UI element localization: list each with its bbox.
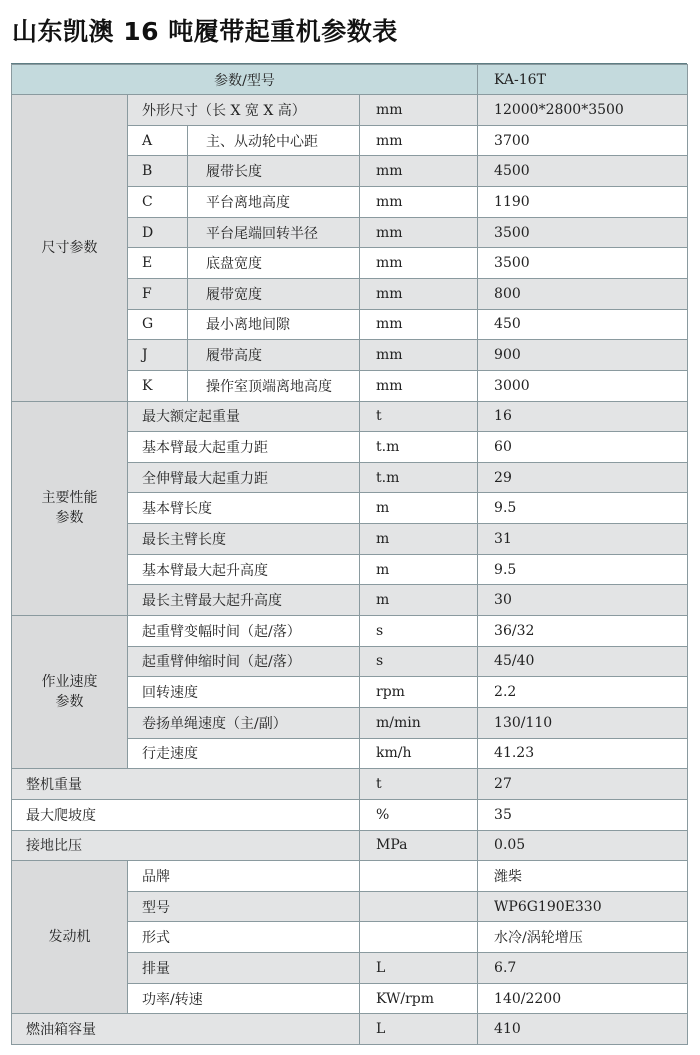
row-unit: KW/rpm [360,983,478,1014]
row-item: 操作室顶端离地高度 [188,370,360,401]
row-value: 30 [478,585,688,616]
row-item: 履带宽度 [188,278,360,309]
row-value: 2.2 [478,677,688,708]
row-value: 35 [478,799,688,830]
row-item: 卷扬单绳速度（主/副） [128,707,360,738]
row-value: 6.7 [478,953,688,984]
row-value: 12000*2800*3500 [478,95,688,126]
page-title: 山东凯澳 16 吨履带起重机参数表 [12,17,398,46]
row-item: 排量 [128,953,360,984]
row-item: 最大额定起重量 [128,401,360,432]
row-unit: m [360,554,478,585]
row-unit: t.m [360,432,478,463]
row-unit: s [360,616,478,647]
table-row [12,769,688,800]
row-item: 主、从动轮中心距 [188,125,360,156]
row-value: 16 [478,401,688,432]
row-unit: km/h [360,738,478,769]
row-code: K [128,370,188,401]
row-item: 基本臂最大起升高度 [128,554,360,585]
row-code: C [128,187,188,218]
row-value: 9.5 [478,554,688,585]
spec-table-body [12,65,688,1045]
row-unit: mm [360,309,478,340]
table-row [12,401,688,432]
param-model-header: 参数/型号 [12,65,478,95]
row-item: 最小离地间隙 [188,309,360,340]
row-item: 回转速度 [128,677,360,708]
table-row [12,861,688,892]
row-unit: mm [360,370,478,401]
table-row [12,799,688,830]
row-item: 底盘宽度 [188,248,360,279]
row-item: 接地比压 [12,830,360,861]
row-value: 9.5 [478,493,688,524]
row-value: 36/32 [478,616,688,647]
row-unit: mm [360,95,478,126]
table-row [12,95,688,126]
row-value: 3700 [478,125,688,156]
spec-table [11,64,688,1045]
row-code: D [128,217,188,248]
row-item: 最长主臂最大起升高度 [128,585,360,616]
row-value: 0.05 [478,830,688,861]
group-label: 作业速度 参数 [12,616,128,769]
row-item: 最大爬坡度 [12,799,360,830]
row-unit: % [360,799,478,830]
row-value: 60 [478,432,688,463]
group-label: 主要性能 参数 [12,401,128,615]
row-code: F [128,278,188,309]
row-unit [360,922,478,953]
row-unit [360,861,478,892]
row-unit: t [360,769,478,800]
row-unit: mm [360,248,478,279]
row-item: 品牌 [128,861,360,892]
row-unit: mm [360,340,478,371]
row-value: 3500 [478,248,688,279]
row-value: 31 [478,524,688,555]
row-unit: MPa [360,830,478,861]
row-value: 130/110 [478,707,688,738]
row-value: 29 [478,462,688,493]
row-value: 800 [478,278,688,309]
row-item: 行走速度 [128,738,360,769]
row-value: 410 [478,1014,688,1045]
row-code: E [128,248,188,279]
row-value: WP6G190E330 [478,891,688,922]
row-code: J [128,340,188,371]
row-value: 45/40 [478,646,688,677]
row-item: 平台尾端回转半径 [188,217,360,248]
group-label: 尺寸参数 [12,95,128,401]
row-unit: mm [360,278,478,309]
group-label: 发动机 [12,861,128,1014]
row-value: 3500 [478,217,688,248]
row-item: 平台离地高度 [188,187,360,218]
row-unit: L [360,1014,478,1045]
row-value: 140/2200 [478,983,688,1014]
table-row [12,830,688,861]
row-item: 基本臂长度 [128,493,360,524]
model-header: KA-16T [478,65,688,95]
row-unit: m [360,493,478,524]
row-item: 起重臂伸缩时间（起/落） [128,646,360,677]
row-unit: m/min [360,707,478,738]
row-item: 起重臂变幅时间（起/落） [128,616,360,647]
row-unit: mm [360,125,478,156]
row-item: 功率/转速 [128,983,360,1014]
row-item: 燃油箱容量 [12,1014,360,1045]
table-row [12,616,688,647]
row-code: B [128,156,188,187]
row-value: 1190 [478,187,688,218]
row-unit: L [360,953,478,984]
row-value: 900 [478,340,688,371]
row-unit: m [360,524,478,555]
table-header-row [12,65,688,95]
row-value: 潍柴 [478,861,688,892]
row-item: 履带高度 [188,340,360,371]
row-value: 4500 [478,156,688,187]
row-value: 3000 [478,370,688,401]
row-unit: mm [360,217,478,248]
row-unit: mm [360,156,478,187]
table-row [12,1014,688,1045]
row-unit: m [360,585,478,616]
row-unit: t.m [360,462,478,493]
row-item: 整机重量 [12,769,360,800]
row-unit [360,891,478,922]
row-code: G [128,309,188,340]
row-item: 外形尺寸（长 X 宽 X 高） [128,95,360,126]
row-value: 27 [478,769,688,800]
row-item: 履带长度 [188,156,360,187]
row-item: 型号 [128,891,360,922]
row-value: 水冷/涡轮增压 [478,922,688,953]
row-value: 41.23 [478,738,688,769]
row-unit: s [360,646,478,677]
row-code: A [128,125,188,156]
row-unit: rpm [360,677,478,708]
row-item: 最长主臂长度 [128,524,360,555]
row-unit: mm [360,187,478,218]
row-item: 基本臂最大起重力距 [128,432,360,463]
row-item: 全伸臂最大起重力距 [128,462,360,493]
row-item: 形式 [128,922,360,953]
row-unit: t [360,401,478,432]
row-value: 450 [478,309,688,340]
